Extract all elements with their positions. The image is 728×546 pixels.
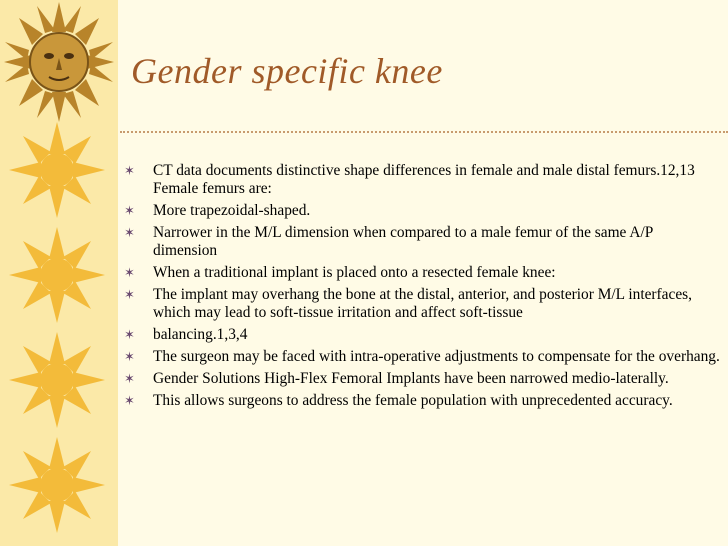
bullet-text: The surgeon may be faced with intra-operative adjustments to compensate for the overhang. [153, 348, 720, 365]
bullet-text: When a traditional implant is placed onto a resected female knee: [153, 264, 556, 281]
bullet-item [124, 326, 720, 344]
bullet-item [124, 224, 720, 260]
bullet-item [124, 202, 720, 220]
slide-title: Gender specific knee [131, 51, 443, 91]
bullet-text: Gender Solutions High-Flex Femoral Implants have been narrowed medio-laterally. [153, 370, 669, 387]
asterisk-bullet-icon: ✶ [124, 225, 135, 240]
asterisk-bullet-icon: ✶ [124, 265, 135, 280]
asterisk-bullet-icon: ✶ [124, 393, 135, 408]
asterisk-bullet-icon: ✶ [124, 203, 135, 218]
bullet-item [124, 162, 720, 198]
bullet-text: CT data documents distinctive shape differences in female and male distal femurs.12,13 Female femurs are: [153, 162, 695, 197]
bullet-list [124, 162, 720, 414]
sun-face-icon [4, 0, 114, 125]
bullet-item [124, 370, 720, 388]
sun-icon [7, 225, 107, 325]
bullet-text: The implant may overhang the bone at the distal, anterior, and posterior M/L interfaces, which may lead to soft-tissue irritation and affect soft-tissue [153, 286, 693, 321]
bullet-item [124, 286, 720, 322]
title-divider [120, 131, 728, 133]
sun-icon [7, 435, 107, 535]
bullet-text: This allows surgeons to address the female population with unprecedented accuracy. [153, 392, 673, 409]
bullet-text: More trapezoidal-shaped. [153, 202, 311, 219]
bullet-text: Narrower in the M/L dimension when compared to a male femur of the same A/P dimension [153, 224, 653, 259]
asterisk-bullet-icon: ✶ [124, 163, 135, 178]
bullet-item [124, 264, 720, 282]
bullet-item [124, 348, 720, 366]
sun-icon [7, 120, 107, 220]
bullet-item [124, 392, 720, 410]
asterisk-bullet-icon: ✶ [124, 349, 135, 364]
sun-icon [7, 330, 107, 430]
asterisk-bullet-icon: ✶ [124, 371, 135, 386]
asterisk-bullet-icon: ✶ [124, 327, 135, 342]
decorative-sidebar [0, 0, 118, 546]
asterisk-bullet-icon: ✶ [124, 287, 135, 302]
bullet-text: balancing.1,3,4 [153, 326, 248, 343]
